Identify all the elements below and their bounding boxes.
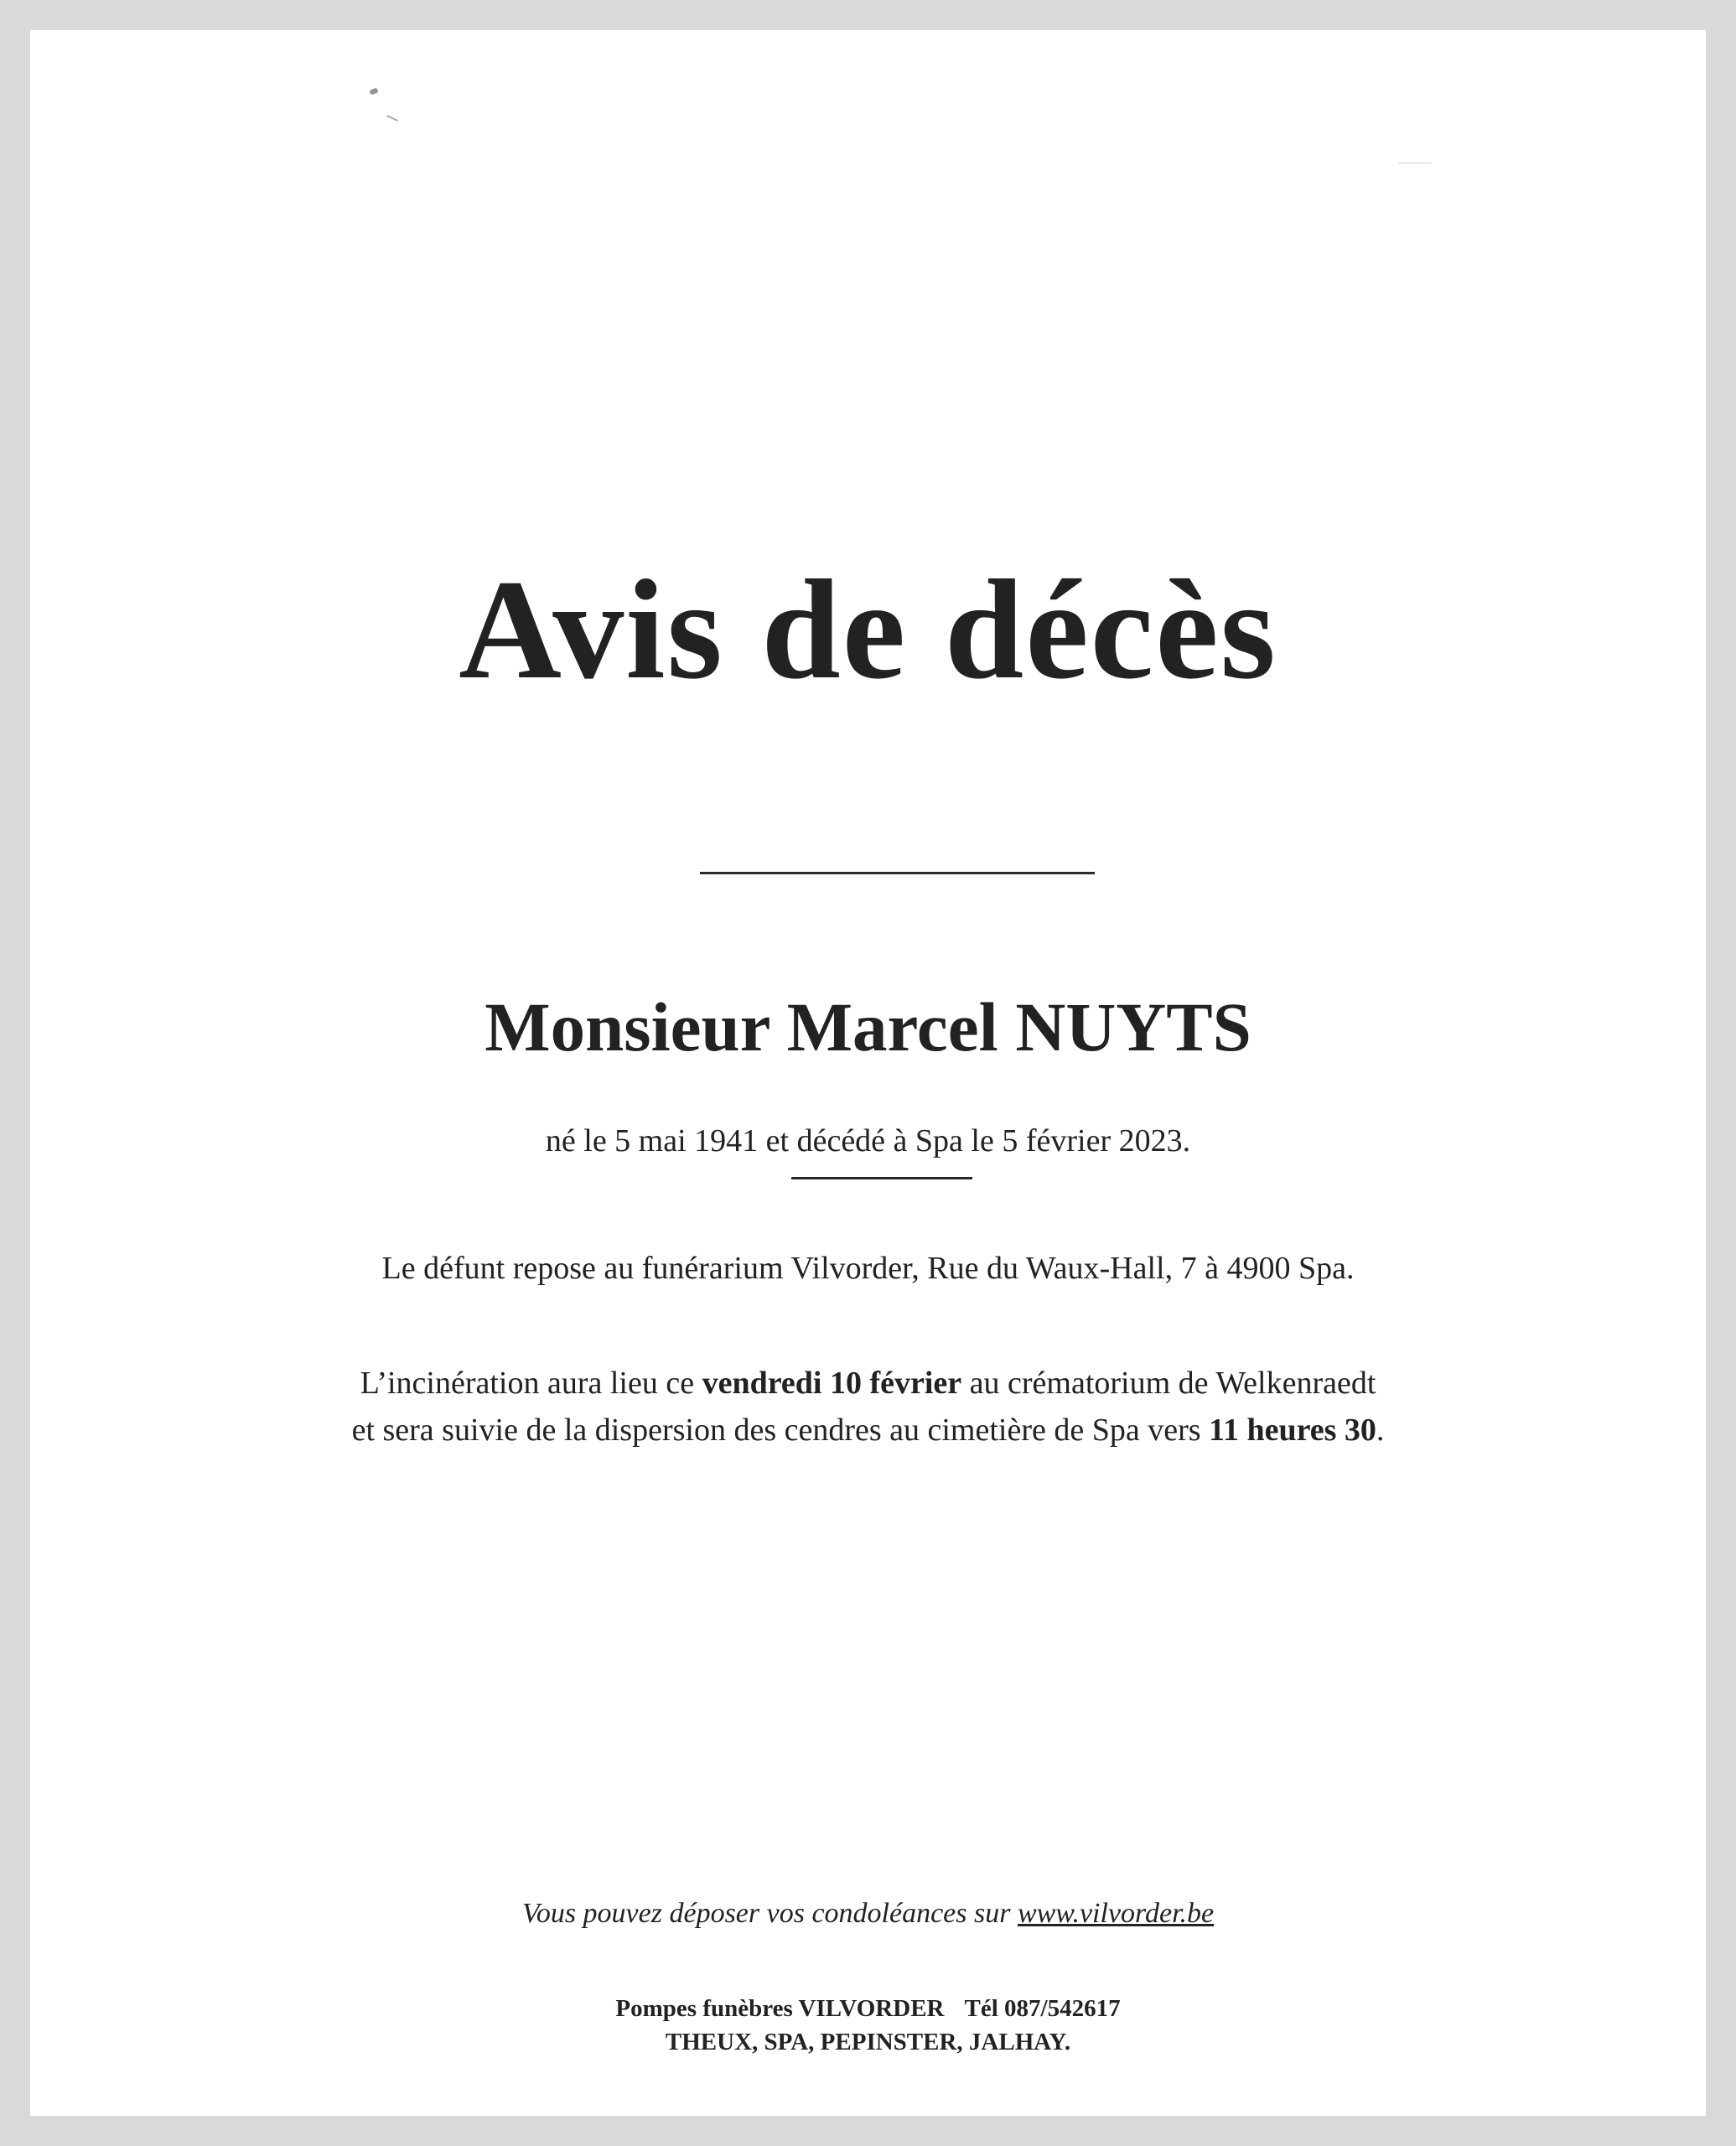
notice-title: Avis de décès (459, 551, 1277, 708)
birth-death-dates: né le 5 mai 1941 et décédé à Spa le 5 février 2023. (545, 1123, 1191, 1159)
ceremony-text: au crématorium de Welkenraedt (961, 1366, 1376, 1401)
condolences-line (30, 1900, 1706, 1928)
deceased-name: Monsieur Marcel NUYTS (485, 988, 1251, 1065)
scan-speck (386, 115, 398, 122)
funeral-home-phone: Tél 087/542617 (964, 1995, 1121, 2022)
ceremony-text: et sera suivie de la dispersion des cendres au cimetière de Spa vers (351, 1413, 1210, 1448)
notice-page (30, 30, 1706, 2116)
divider-rule-small (791, 1177, 972, 1179)
ceremony-date: vendredi 10 février (702, 1366, 962, 1401)
scan-speck (369, 87, 378, 95)
ceremony-text: L’incinération aura lieu ce (360, 1366, 702, 1401)
condolences-text: Vous pouvez déposer vos condoléances sur (521, 1898, 1018, 1929)
ceremony-line-1 (30, 1360, 1706, 1407)
resting-place-text: Le défunt repose au funérarium Vilvorder, Rue du Waux-Hall, 7 à 4900 Spa. (381, 1251, 1355, 1286)
footer-towns: THEUX, SPA, PEPINSTER, JALHAY. (665, 2029, 1071, 2055)
footer-line-1 (30, 1992, 1706, 2025)
funeral-home-name: Pompes funèbres VILVORDER (615, 1995, 945, 2022)
ceremony-line-2 (30, 1407, 1706, 1454)
ceremony-text: . (1376, 1413, 1385, 1448)
divider-rule (700, 872, 1095, 874)
ceremony-time: 11 heures 30 (1209, 1413, 1376, 1448)
funeral-home-footer (30, 1992, 1706, 2059)
condolences-link[interactable]: www.vilvorder.be (1017, 1898, 1215, 1929)
ceremony-paragraph (30, 1360, 1706, 1454)
